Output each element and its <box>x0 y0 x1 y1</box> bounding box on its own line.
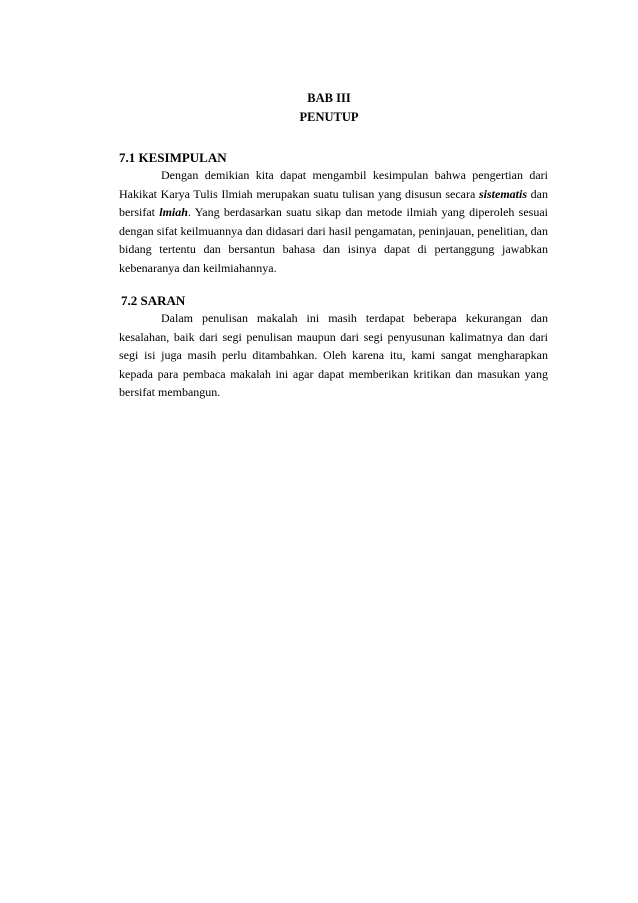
chapter-number: BAB III <box>307 91 351 105</box>
section-title: 7.2 SARAN <box>121 293 186 308</box>
section-saran <box>119 292 548 402</box>
paragraph-text: dan bersifat <box>119 186 548 220</box>
section-paragraph: Dalam penulisan makalah ini masih terdapat beberapa kekurangan dan kesalahan, baik dari segi penulisan maupun dari segi penyusunan kalimatnya dan dari segi isi juga masih perlu ditambahkan. Oleh karena itu, kami sangat mengharapkan kepada para pembaca makalah ini agar dapat memberikan kritikan dan masukan yang bersifat membangun. <box>119 311 548 400</box>
keyword-ilmiah: lmiah <box>159 205 188 220</box>
chapter-title: PENUTUP <box>299 110 359 124</box>
chapter-heading <box>0 89 638 127</box>
paragraph-text: Dengan demikian kita dapat mengambil kesimpulan bahwa pengertian dari Hakikat Karya Tulis Ilmiah merupakan suatu tulisan yang disusun secara <box>119 168 548 201</box>
section-kesimpulan <box>119 149 548 278</box>
section-paragraph <box>119 166 548 278</box>
keyword-sistematis: sistematis <box>478 186 527 201</box>
section-title: 7.1 KESIMPULAN <box>119 150 227 165</box>
paragraph-text: . Yang berdasarkan suatu sikap dan metode ilmiah yang diperoleh sesuai dengan sifat keilmuannya dan didasari dari hasil pengamatan, peninjauan, penelitian, dan bidang tertentu dan bersantun bahasa dan isinya dapat di pertanggung jawabkan kebenaranya dan keilmiahannya. <box>119 205 549 275</box>
